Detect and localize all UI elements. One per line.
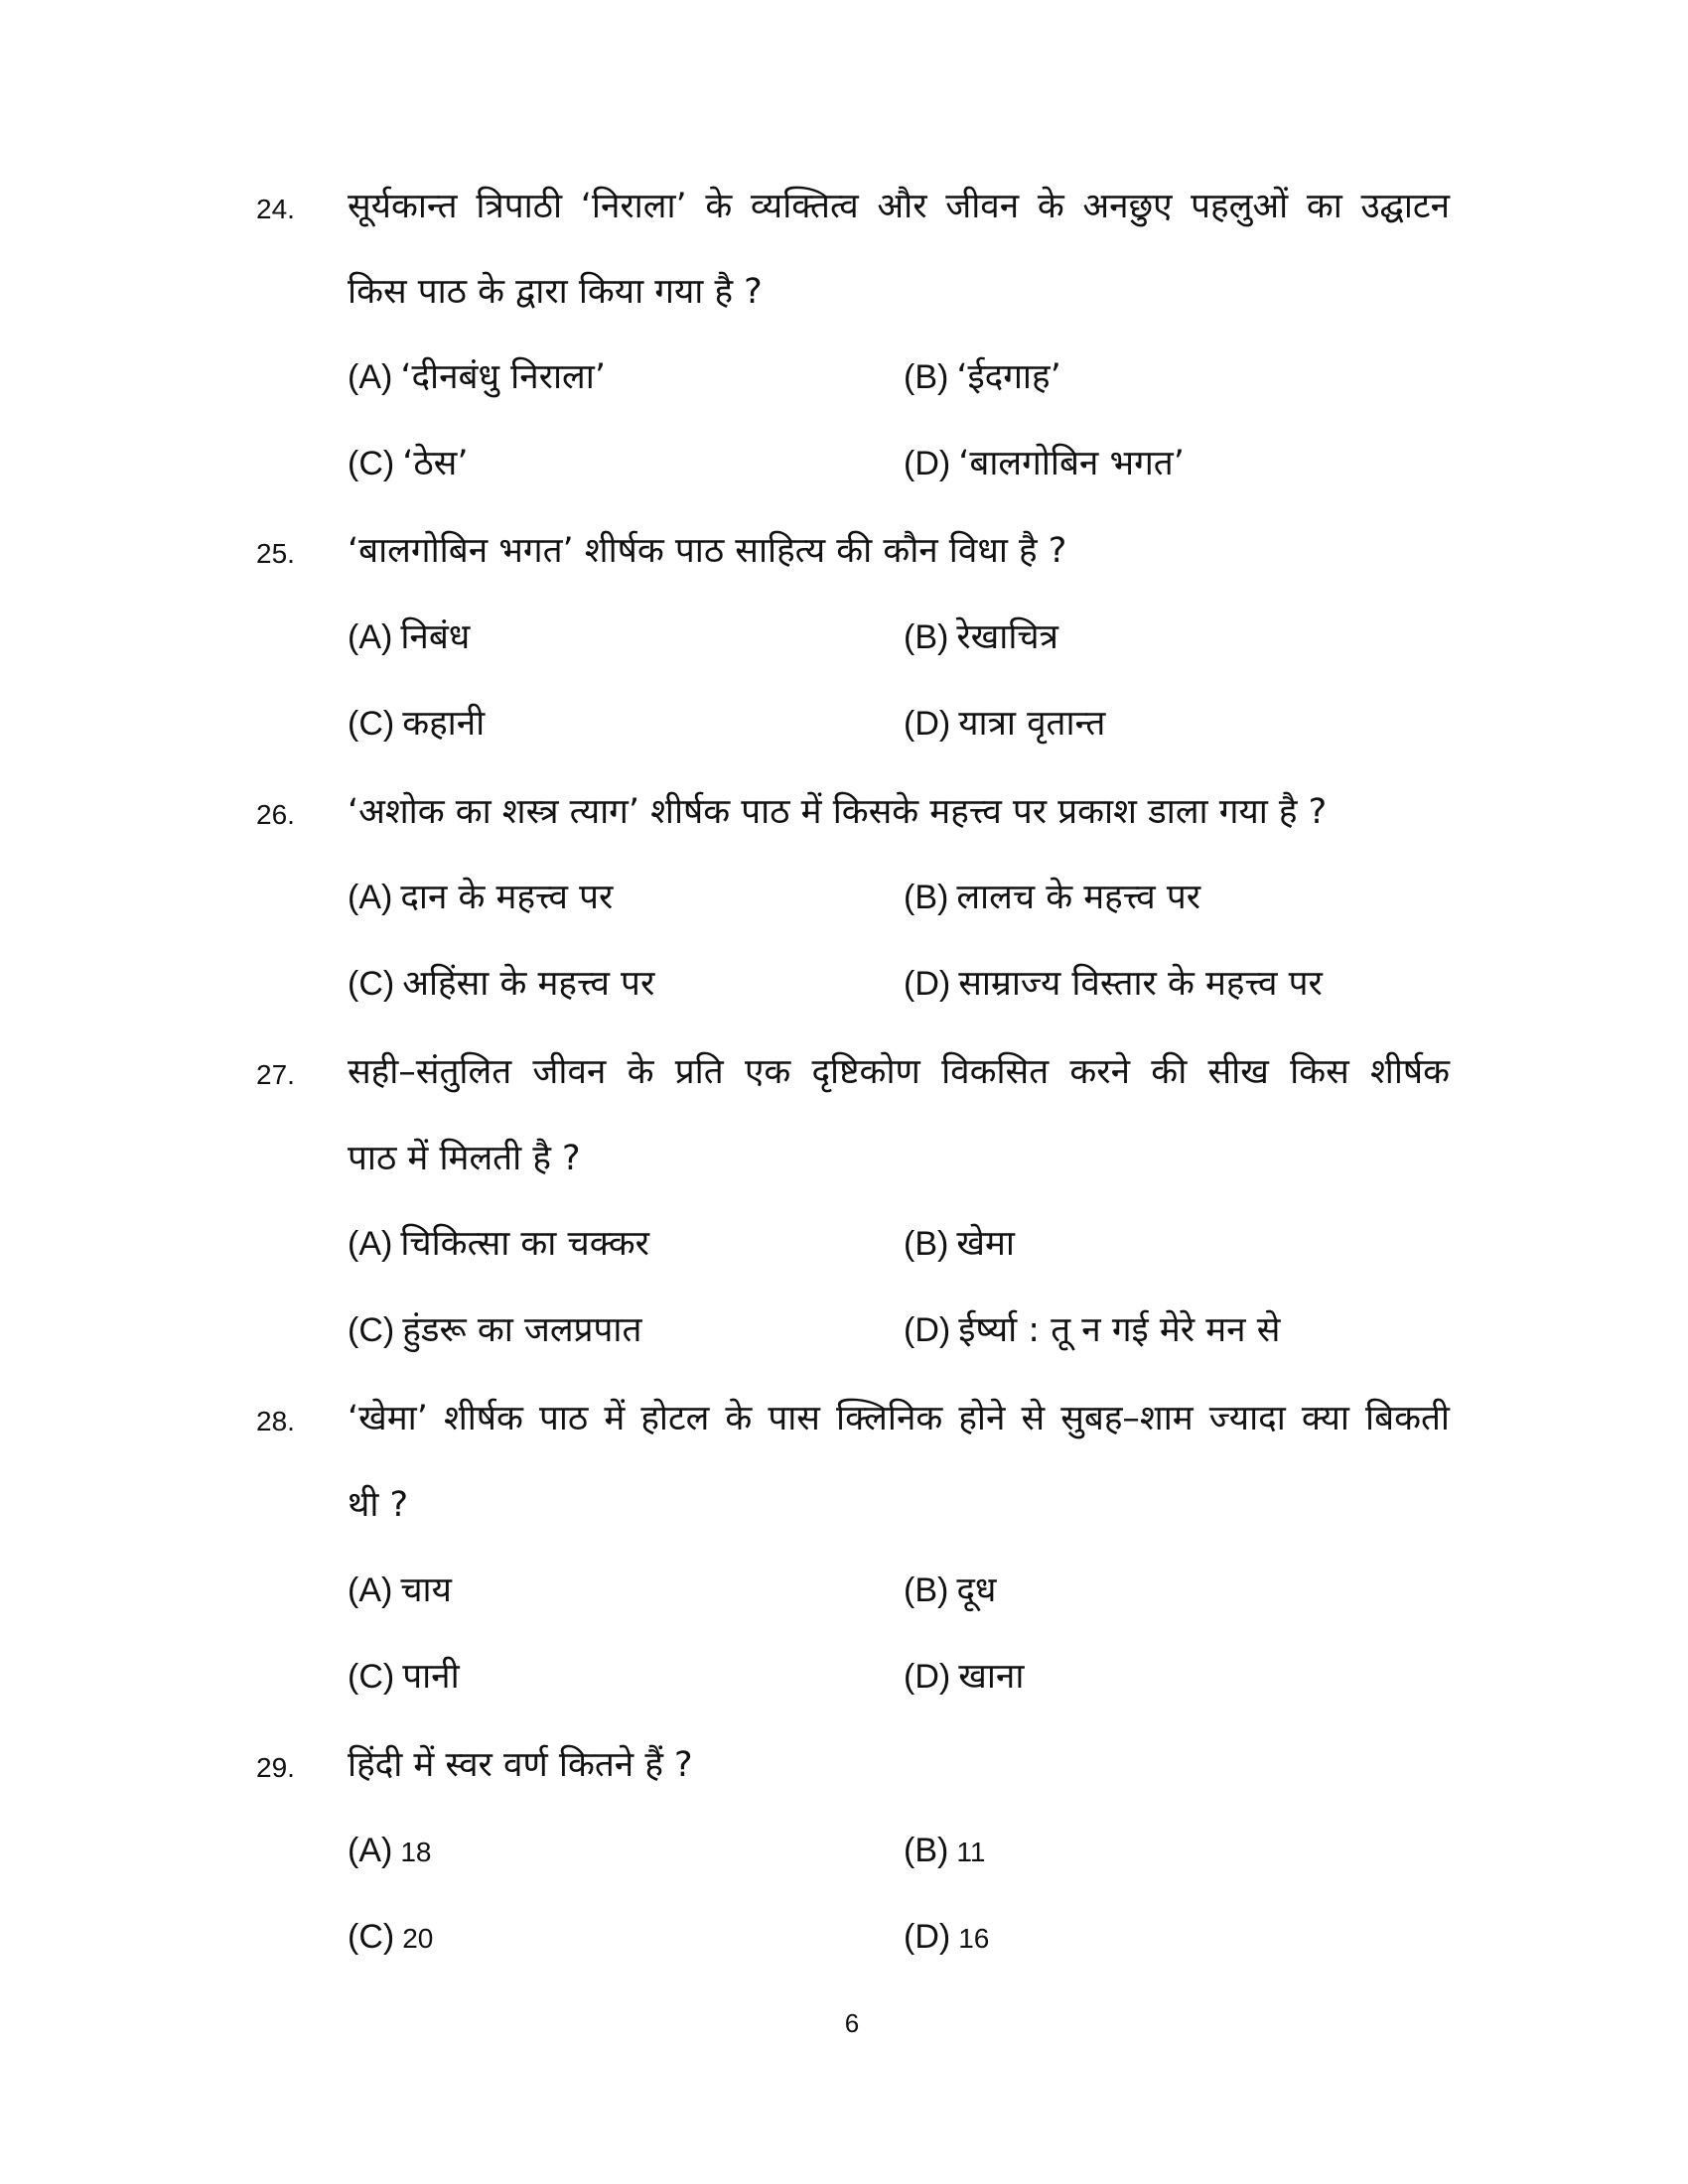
option-label: (D) (904, 965, 951, 1003)
option-text: पानी (402, 1657, 460, 1697)
option-d (904, 1915, 989, 1961)
option-text: साम्राज्य विस्तार के महत्त्व पर (958, 964, 1323, 1004)
option-text: निबंध (400, 617, 471, 657)
option-text: ‘बालगोबिन भगत’ (958, 444, 1185, 483)
question-text-line: सूर्यकान्त त्रिपाठी ‘निराला’ के व्यक्तित्व और जीवन के अनछुए पहलुओं का उद्घाटन (348, 187, 1450, 226)
option-a (348, 355, 606, 399)
option-a (348, 1829, 431, 1874)
option-a (348, 1569, 452, 1612)
option-d (904, 702, 1105, 746)
option-label: (B) (904, 358, 949, 396)
option-text: चिकित्सा का चक्कर (400, 1224, 649, 1264)
option-label: (A) (348, 1225, 393, 1263)
option-label: (D) (904, 705, 951, 743)
option-label: (B) (904, 1832, 949, 1869)
option-label: (A) (348, 1832, 393, 1869)
option-text: 11 (956, 1837, 986, 1867)
question-text-line: ‘अशोक का शस्त्र त्याग’ शीर्षक पाठ में किसके महत्त्व पर प्रकाश डाला गया है ? (348, 792, 1328, 832)
option-text: खेमा (956, 1224, 1015, 1264)
question-text-line: ‘बालगोबिन भगत’ शीर्षक पाठ साहित्य की कौन विधा है ? (348, 531, 1067, 571)
option-label: (A) (348, 1571, 393, 1609)
option-text: 18 (400, 1837, 432, 1867)
option-label: (D) (904, 1918, 951, 1956)
option-label: (C) (348, 1311, 395, 1349)
question-text-line: किस पाठ के द्वारा किया गया है ? (348, 272, 763, 312)
option-d (904, 1308, 1280, 1352)
question-number: 28. (256, 1406, 295, 1436)
option-d (904, 442, 1185, 485)
option-b (904, 355, 1061, 399)
option-label: (B) (904, 1571, 949, 1609)
option-label: (D) (904, 445, 951, 482)
question-text-line: सही–संतुलित जीवन के प्रति एक दृष्टिकोण विकसित करने की सीख किस शीर्षक (348, 1052, 1450, 1092)
option-a (348, 876, 613, 919)
option-label: (B) (904, 618, 949, 656)
option-text: चाय (400, 1570, 452, 1610)
option-label: (D) (904, 1311, 951, 1349)
option-text: दान के महत्त्व पर (400, 878, 614, 917)
option-label: (C) (348, 1658, 395, 1696)
question-text-line: हिंदी में स्वर वर्ण कितने हैं ? (348, 1745, 693, 1785)
option-label: (A) (348, 358, 393, 396)
option-label: (D) (904, 1658, 951, 1696)
option-label: (A) (348, 879, 393, 916)
option-text: 20 (402, 1923, 434, 1954)
option-a (348, 1222, 649, 1266)
option-text: यात्रा वृतान्त (958, 704, 1106, 744)
option-b (904, 876, 1200, 919)
option-text: 16 (958, 1923, 990, 1954)
option-label: (C) (348, 705, 395, 743)
question-number: 29. (256, 1752, 295, 1783)
option-c (348, 702, 485, 746)
question-number: 27. (256, 1059, 295, 1090)
option-label: (B) (904, 879, 949, 916)
question-number: 26. (256, 799, 295, 830)
option-c (348, 1308, 641, 1352)
option-b (904, 615, 1058, 659)
option-text: हुंडरू का जलप्रपात (402, 1310, 642, 1350)
option-text: ईर्ष्या : तू न गई मेरे मन से (958, 1310, 1281, 1350)
option-b (904, 1569, 996, 1612)
option-text: ‘दीनबंधु निराला’ (400, 357, 606, 397)
option-text: लालच के महत्त्व पर (956, 878, 1201, 917)
option-c (348, 962, 654, 1006)
option-d (904, 962, 1323, 1006)
option-b (904, 1829, 985, 1874)
option-a (348, 615, 470, 659)
option-c (348, 1915, 433, 1961)
question-number: 25. (256, 538, 295, 569)
option-text: ‘ठेस’ (402, 444, 469, 483)
option-b (904, 1222, 1015, 1266)
option-d (904, 1655, 1024, 1699)
option-text: अहिंसा के महत्त्व पर (402, 964, 655, 1004)
option-label: (C) (348, 445, 395, 482)
option-label: (A) (348, 618, 393, 656)
question-text-line: ‘खेमा’ शीर्षक पाठ में होटल के पास क्लिनिक होने से सुबह–शाम ज्यादा क्या बिकती (348, 1399, 1450, 1438)
question-text-line: पाठ में मिलती है ? (348, 1139, 581, 1178)
page-number: 6 (844, 2008, 860, 2038)
option-text: खाना (958, 1657, 1025, 1697)
option-label: (B) (904, 1225, 949, 1263)
option-text: रेखाचित्र (956, 617, 1058, 657)
option-c (348, 442, 468, 485)
question-text-line: थी ? (348, 1485, 409, 1525)
question-number: 24. (256, 194, 295, 224)
option-c (348, 1655, 460, 1699)
option-label: (C) (348, 965, 395, 1003)
option-label: (C) (348, 1918, 395, 1956)
option-text: ‘ईदगाह’ (956, 357, 1061, 397)
option-text: दूध (956, 1570, 997, 1610)
option-text: कहानी (402, 704, 486, 744)
